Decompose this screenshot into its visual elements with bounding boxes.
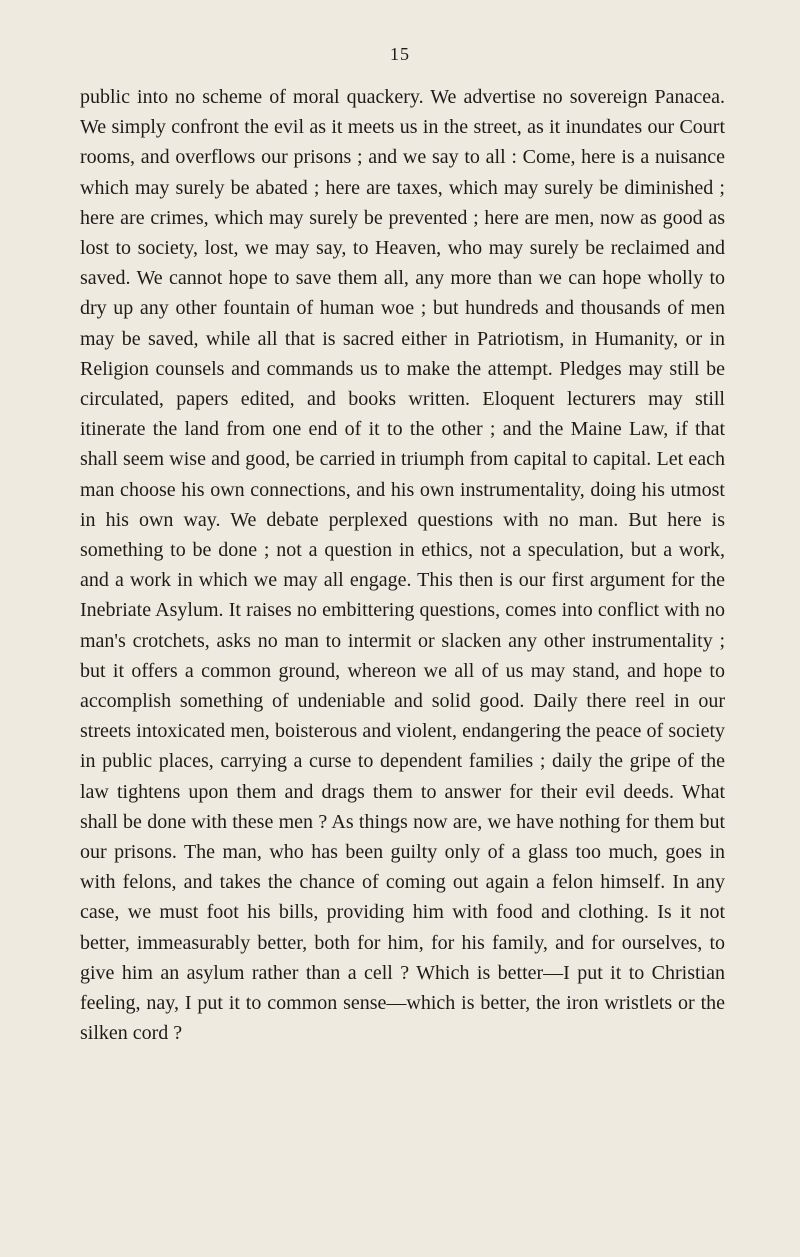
page-number: 15 — [390, 44, 410, 64]
body-paragraph: public into no scheme of moral quackery. We advertise no sovereign Panacea. We simply confront the evil as it meets us in the street, as it inundates our Court rooms, and overflows our prisons ; and we say to all : Come, here is a nuisance which may surely be abated ; here are taxes, which may surely be diminished ; here are crimes, which may surely be prevented ; here are men, now as good as lost to society, lost, we may say, to Heaven, who may surely be reclaimed and saved. We cannot hope to save them all, any more than we can hope wholly to dry up any other fountain of human woe ; but hundreds and thousands of men may be saved, while all that is sacred either in Patriotism, in Humanity, or in Religion counsels and commands us to make the attempt. Pledges may still be circulated, papers edited, and books written. Eloquent lecturers may still itinerate the land from one end of it to the other ; and the Maine Law, if that shall seem wise and good, be carried in triumph from capital to capital. Let each man choose his own connections, and his own instrumentality, doing his utmost in his own way. We debate perplexed questions with no man. But here is something to be done ; not a question in ethics, not a speculation, but a work, and a work in which we may all engage. This then is our first argument for the Inebriate Asylum. It raises no embittering questions, comes into conflict with no man's crotchets, asks no man to intermit or slacken any other instrumentality ; but it offers a common ground, whereon we all of us may stand, and hope to accomplish something of undeniable and solid good. Daily there reel in our streets intoxicated men, boisterous and violent, endangering the peace of society in public places, carrying a curse to dependent families ; daily the gripe of the law tightens upon them and drags them to answer for their evil deeds. What shall be done with these men ? As things now are, we have nothing for them but our prisons. The man, who has been guilty only of a glass too much, goes in with felons, and takes the chance of coming out again a felon himself. In any case, we must foot his bills, providing him with food and clothing. Is it not better, immeasurably better, both for him, for his family, and for ourselves, to give him an asylum rather than a cell ? Which is better—I put it to Christian feeling, nay, I put it to common sense—which is better, the iron wristlets or the silken cord ? — [80, 86, 725, 1045]
